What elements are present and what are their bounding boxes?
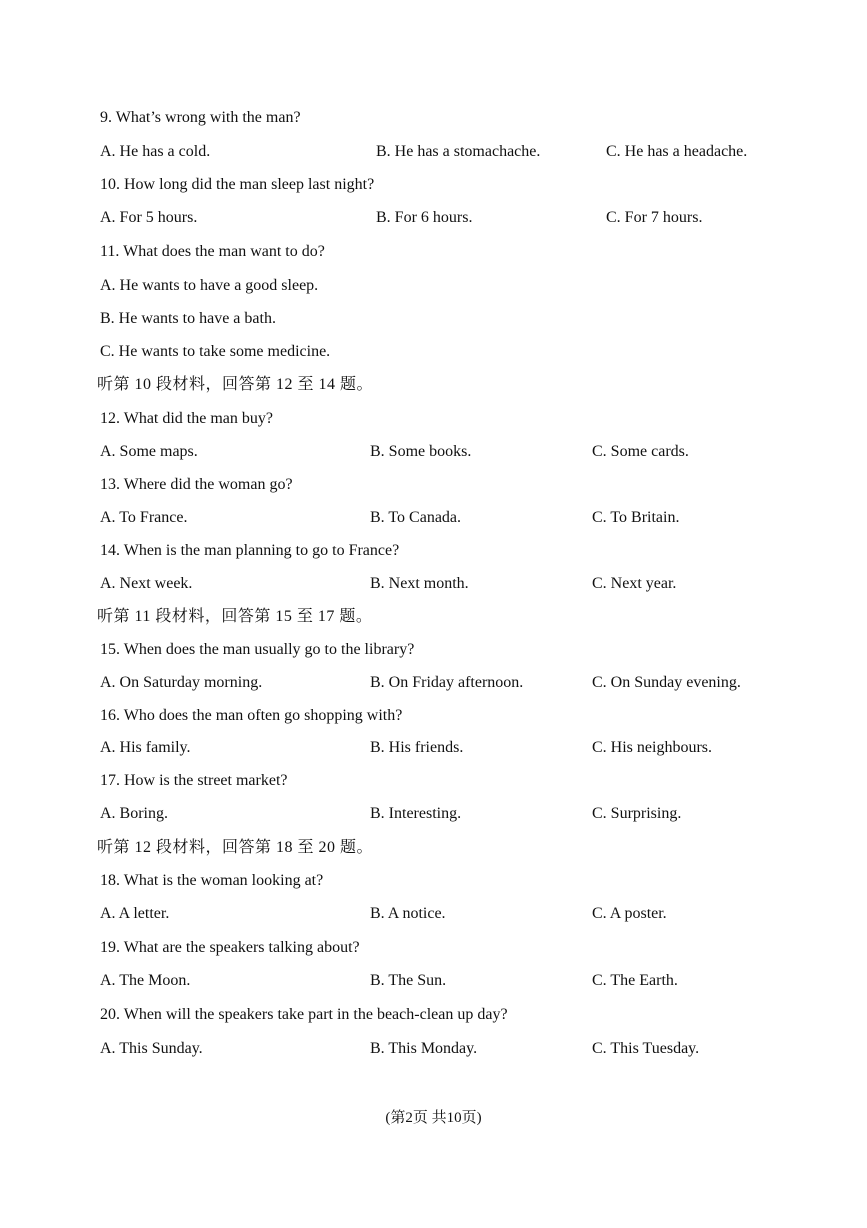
- question-text: 15. When does the man usually go to the library?: [100, 641, 415, 658]
- option-b: B. This Monday.: [370, 1040, 478, 1057]
- option-c: C. On Sunday evening.: [592, 674, 741, 691]
- question-text: 17. How is the street market?: [100, 772, 288, 789]
- option-a: A. To France.: [100, 509, 188, 526]
- option-c: C. The Earth.: [592, 972, 678, 989]
- option-line: A. He wants to have a good sleep.: [100, 277, 319, 294]
- page-footer: (第2页 共10页): [385, 1110, 482, 1126]
- option-b: B. His friends.: [370, 739, 464, 756]
- option-a: A. His family.: [100, 739, 191, 756]
- option-c: C. To Britain.: [592, 509, 680, 526]
- option-a: A. He has a cold.: [100, 143, 211, 160]
- option-b: B. Some books.: [370, 443, 472, 460]
- option-c: C. This Tuesday.: [592, 1040, 700, 1057]
- option-c: C. He has a headache.: [606, 143, 748, 160]
- option-b: B. Next month.: [370, 575, 469, 592]
- option-c: C. Next year.: [592, 575, 677, 592]
- section-instruction: 听第 11 段材料，回答第 15 至 17 题。: [97, 608, 373, 625]
- option-a: A. The Moon.: [100, 972, 191, 989]
- option-c: C. Some cards.: [592, 443, 689, 460]
- option-a: A. Boring.: [100, 805, 168, 822]
- option-line: B. He wants to have a bath.: [100, 310, 276, 327]
- option-b: B. Interesting.: [370, 805, 462, 822]
- option-b: B. A notice.: [370, 905, 446, 922]
- question-text: 19. What are the speakers talking about?: [100, 939, 360, 956]
- question-text: 13. Where did the woman go?: [100, 476, 293, 493]
- section-instruction: 听第 10 段材料，回答第 12 至 14 题。: [97, 376, 374, 393]
- option-a: A. For 5 hours.: [100, 209, 198, 226]
- question-text: 18. What is the woman looking at?: [100, 872, 324, 889]
- option-b: B. On Friday afternoon.: [370, 674, 524, 691]
- question-text: 11. What does the man want to do?: [100, 243, 325, 260]
- option-c: C. His neighbours.: [592, 739, 712, 756]
- question-text: 14. When is the man planning to go to France?: [100, 542, 400, 559]
- option-a: A. A letter.: [100, 905, 170, 922]
- option-a: A. On Saturday morning.: [100, 674, 263, 691]
- question-text: 16. Who does the man often go shopping with?: [100, 707, 403, 724]
- question-text: 10. How long did the man sleep last night?: [100, 176, 375, 193]
- option-a: A. Some maps.: [100, 443, 198, 460]
- option-a: A. Next week.: [100, 575, 193, 592]
- option-a: A. This Sunday.: [100, 1040, 203, 1057]
- option-c: C. Surprising.: [592, 805, 682, 822]
- option-c: C. For 7 hours.: [606, 209, 703, 226]
- option-b: B. To Canada.: [370, 509, 462, 526]
- question-text: 12. What did the man buy?: [100, 410, 273, 427]
- section-instruction: 听第 12 段材料，回答第 18 至 20 题。: [97, 839, 374, 856]
- question-text: 20. When will the speakers take part in the beach-clean up day?: [100, 1006, 508, 1023]
- question-text: 9. What’s wrong with the man?: [100, 109, 301, 126]
- option-b: B. The Sun.: [370, 972, 447, 989]
- option-line: C. He wants to take some medicine.: [100, 343, 331, 360]
- option-b: B. He has a stomachache.: [376, 143, 541, 160]
- option-c: C. A poster.: [592, 905, 667, 922]
- option-b: B. For 6 hours.: [376, 209, 473, 226]
